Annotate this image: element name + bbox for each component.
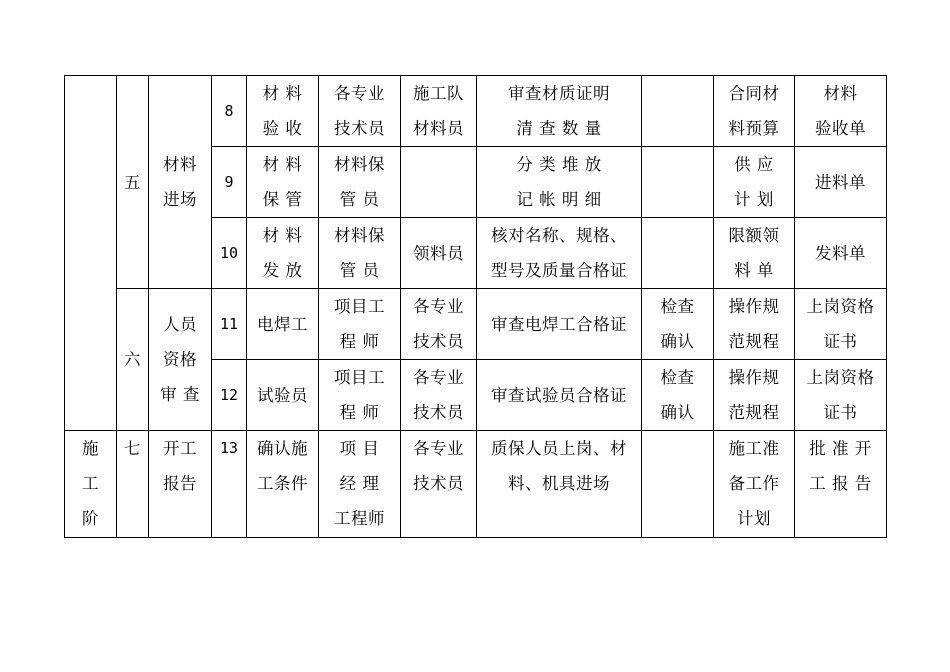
confirm-cell: 检查 确认 [642, 360, 714, 431]
content-cell: 审查电焊工合格证 [477, 289, 642, 360]
basis-cell: 供 应 计 划 [714, 147, 795, 218]
stage-cell: 七 [117, 431, 149, 538]
content-cell: 审查试验员合格证 [477, 360, 642, 431]
record-cell: 上岗资格 证书 [795, 289, 887, 360]
basis-cell: 限额领 料 单 [714, 218, 795, 289]
work-cell: 电焊工 [247, 289, 319, 360]
basis-cell: 合同材 料预算 [714, 76, 795, 147]
confirm-cell [642, 76, 714, 147]
responsible-cell: 材料保 管 员 [319, 147, 401, 218]
number-cell: 13 [212, 431, 247, 538]
participant-cell: 各专业 技术员 [401, 431, 477, 538]
stage-cell: 五 [117, 76, 149, 289]
confirm-cell [642, 147, 714, 218]
number-cell: 9 [212, 147, 247, 218]
item-cell: 人员 资格 审 查 [149, 289, 212, 431]
record-cell: 材料 验收单 [795, 76, 887, 147]
participant-cell: 各专业 技术员 [401, 289, 477, 360]
participant-cell [401, 147, 477, 218]
responsible-cell: 项目工 程 师 [319, 360, 401, 431]
participant-cell: 领料员 [401, 218, 477, 289]
work-cell: 材 料 验 收 [247, 76, 319, 147]
basis-cell: 操作规 范规程 [714, 289, 795, 360]
content-cell: 分 类 堆 放 记 帐 明 细 [477, 147, 642, 218]
record-cell: 批 准 开 工 报 告 [795, 431, 887, 538]
table-row [65, 289, 887, 360]
confirm-cell [642, 431, 714, 538]
confirm-cell: 检查 确认 [642, 289, 714, 360]
number-cell: 10 [212, 218, 247, 289]
basis-cell: 施工准 备工作 计划 [714, 431, 795, 538]
work-cell: 确认施 工条件 [247, 431, 319, 538]
record-cell: 发料单 [795, 218, 887, 289]
table-row [65, 76, 887, 147]
content-cell: 核对名称、规格、 型号及质量合格证 [477, 218, 642, 289]
responsible-cell: 材料保 管 员 [319, 218, 401, 289]
work-cell: 试验员 [247, 360, 319, 431]
phase-cell [65, 76, 117, 431]
content-cell: 质保人员上岗、材 料、机具进场 [477, 431, 642, 538]
record-cell: 进料单 [795, 147, 887, 218]
work-cell: 材 料 保 管 [247, 147, 319, 218]
item-cell: 开工 报告 [149, 431, 212, 538]
phase-cell: 施 工 阶 [65, 431, 117, 538]
responsible-cell: 各专业 技术员 [319, 76, 401, 147]
number-cell: 12 [212, 360, 247, 431]
responsible-cell: 项目工 程 师 [319, 289, 401, 360]
item-cell: 材料 进场 [149, 76, 212, 289]
record-cell: 上岗资格 证书 [795, 360, 887, 431]
participant-cell: 施工队 材料员 [401, 76, 477, 147]
work-cell: 材 料 发 放 [247, 218, 319, 289]
content-cell: 审查材质证明 清 查 数 量 [477, 76, 642, 147]
stage-cell: 六 [117, 289, 149, 431]
process-control-table [64, 75, 887, 538]
number-cell: 11 [212, 289, 247, 360]
number-cell: 8 [212, 76, 247, 147]
participant-cell: 各专业 技术员 [401, 360, 477, 431]
responsible-cell: 项 目 经 理 工程师 [319, 431, 401, 538]
confirm-cell [642, 218, 714, 289]
table-row [65, 431, 887, 538]
basis-cell: 操作规 范规程 [714, 360, 795, 431]
